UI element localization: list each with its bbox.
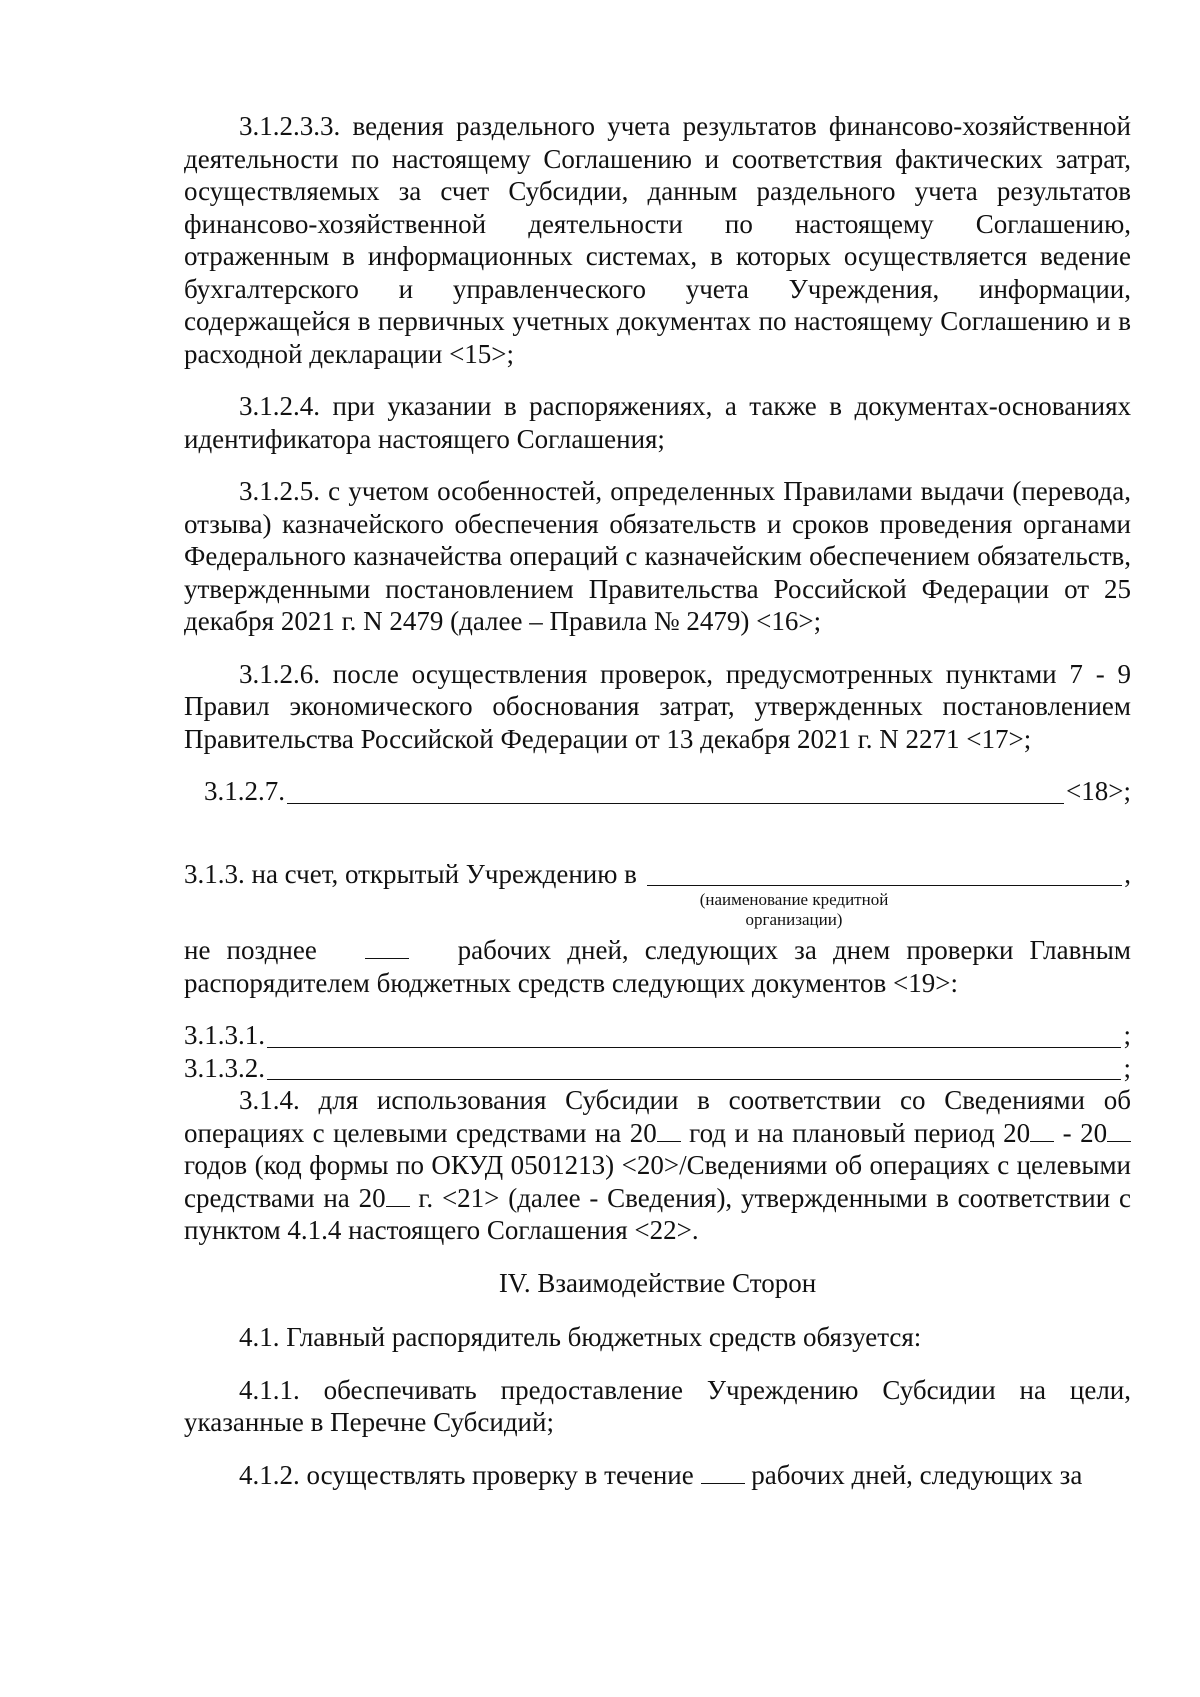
bank-name-blank <box>647 861 1122 886</box>
fill-in-blank <box>267 1055 1121 1080</box>
item-label: 3.1.2.7. <box>204 776 285 806</box>
document-row <box>184 1019 1131 1052</box>
paragraph-4-1: 4.1. Главный распорядитель бюджетных средств обязуется: <box>239 1322 922 1352</box>
days-blank <box>365 936 409 959</box>
item-label: 3.1.3.1. <box>184 1020 265 1050</box>
paragraph-3-1-2-4: 3.1.2.4. при указании в распоряжениях, а также в документах-основаниях идентификатора настоящего Соглашения; <box>184 391 1131 454</box>
documents-list <box>184 1019 1131 1084</box>
paragraph-3-1-2-5: 3.1.2.5. с учетом особенностей, определенных Правилами выдачи (перевода, отзыва) казначейского обеспечения обязательств и сроков проведения органами Федерального казначейства операций с казначейским обеспечением обязательств, утвержденными постановлением Правительства Российской Федерации от 25 декабря 2021 г. N 2479 (далее – Правила № 2479) <16>; <box>184 476 1131 636</box>
punctuation: , <box>1124 858 1131 889</box>
fill-in-blank <box>287 779 1064 804</box>
paragraph-3-1-3-continuation: не позднее рабочих дней, следующих за днем проверки Главным распорядителем бюджетных средств следующих документов <19>: <box>184 935 1132 998</box>
item-label: 3.1.3. на счет, открытый Учреждению в <box>184 858 637 889</box>
paragraph-3-1-2-3-3: 3.1.2.3.3. ведения раздельного учета результатов финансово-хозяйственной деятельности по настоящему Соглашению и соответствия фактических затрат, осуществляемых за счет Субсидии, данным раздельного учета результатов финансово-хозяйственной деятельности по настоящему Соглашению, отраженным в информационных системах, в которых осуществляется ведение бухгалтерского и управленческого учета Учреждения, информации, содержащейся в первичных учетных документах по настоящему Соглашению и в расходной декларации <15>; <box>184 111 1131 369</box>
document-page <box>184 110 1131 1511</box>
fill-in-blank <box>267 1023 1121 1048</box>
paragraph-4-1-2: 4.1.2. осуществлять проверку в течение рабочих дней, следующих за <box>239 1459 1083 1490</box>
paragraph-4-1-1: 4.1.1. обеспечивать предоставление Учреждению Субсидии на цели, указанные в Перечне Субсидий; <box>184 1374 1131 1437</box>
footnote-ref: <18>; <box>1066 776 1131 806</box>
bank-name-caption: (наименование кредитной организации) <box>699 890 889 929</box>
paragraph-3-1-4: 3.1.4. для использования Субсидии в соответствии со Сведениями об операциях с целевыми средствами на 20 год и на плановый период 20 - 20 годов (код формы по ОКУД 0501213) <20>/Сведениями об операциях с целевыми средствами на 20 г. <21> (далее - Сведения), утвержденными в соответствии с пунктом 4.1.4 настоящего Соглашения <22>. <box>184 1085 1131 1245</box>
item-label: 3.1.3.2. <box>184 1052 265 1083</box>
paragraph-3-1-2-7 <box>184 775 1131 808</box>
paragraph-3-1-2-6: 3.1.2.6. после осуществления проверок, предусмотренных пунктами 7 - 9 Правил экономического обоснования затрат, утвержденных постановлением Правительства Российской Федерации от 13 декабря 2021 г. N 2271 <17>; <box>184 658 1131 754</box>
days-blank <box>701 1461 745 1484</box>
paragraph-3-1-3 <box>184 858 1131 891</box>
document-row <box>184 1052 1131 1085</box>
punctuation: ; <box>1123 1052 1131 1083</box>
section-title: IV. Взаимодействие Сторон <box>498 1267 817 1298</box>
punctuation: ; <box>1123 1020 1131 1050</box>
